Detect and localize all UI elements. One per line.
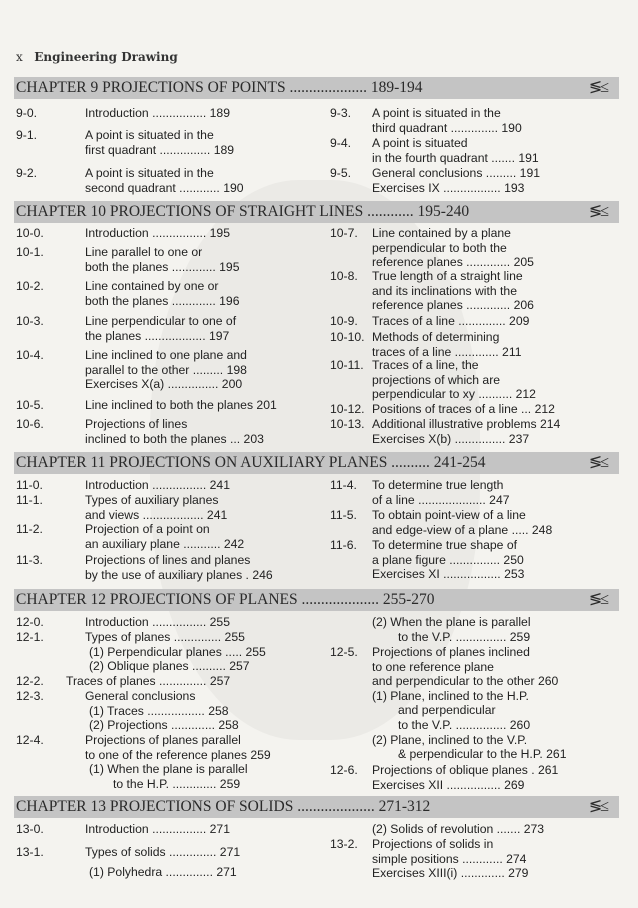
entry-line: and perpendicular to the other 260 <box>372 674 559 689</box>
entry-number: 10-11. <box>330 358 364 372</box>
entry-line: Projections of oblique planes . 261 <box>372 763 559 777</box>
chapter-13-title: CHAPTER 13 PROJECTIONS OF SOLIDS .................... 271-312 <box>16 798 431 815</box>
entry-line: Line inclined to one plane and <box>85 348 247 362</box>
chapter-12-band <box>14 589 619 611</box>
chapter-13-band <box>14 796 619 818</box>
entry-line: (1) Plane, inclined to the H.P. <box>372 688 529 703</box>
entry-number: 11-2. <box>16 522 43 536</box>
entry-line: Exercises XIII(i) ............. 279 <box>372 866 529 881</box>
entry-line: to the V.P. ............... 259 <box>398 629 531 644</box>
chapter-9-title: CHAPTER 9 PROJECTIONS OF POINTS .................... 189-194 <box>16 79 423 96</box>
entry-line: (1) Perpendicular planes ..... 255 <box>89 644 266 659</box>
entry-line: (2) When the plane is parallel <box>372 615 531 629</box>
entry-line: second quadrant ............ 190 <box>85 180 244 195</box>
entry-line: and its inclinations with the <box>372 283 517 298</box>
entry-number: 10-0. <box>16 226 44 240</box>
entry-line: of a line .................... 247 <box>372 492 510 507</box>
entry-number: 10-12. <box>330 402 365 416</box>
entry-number: 10-9. <box>330 314 358 328</box>
entry-line: Types of solids .............. 271 <box>85 845 241 859</box>
entry-line: (2) Projections ............. 258 <box>89 718 239 733</box>
entry-line: Exercises X(a) ............... 200 <box>85 377 243 392</box>
entry-number: 13-0. <box>16 822 44 836</box>
entry-line: (2) Solids of revolution ....... 273 <box>372 822 545 836</box>
entry-number: 12-2. <box>16 674 44 688</box>
entry-line: A point is situated in the <box>372 106 501 120</box>
entry-line: and edge-view of a plane ..... 248 <box>372 522 553 537</box>
entry-number: 12-6. <box>330 763 358 777</box>
entry-number: 12-5. <box>330 645 358 659</box>
entry-number: 10-3. <box>16 314 44 328</box>
arrow-icon: ≶≤ <box>588 454 607 471</box>
entry-line: Projection of a point on <box>85 522 210 536</box>
entry-line: Exercises IX ................. 193 <box>372 180 525 195</box>
chapter-9-band <box>14 77 619 99</box>
entry-line: Positions of traces of a line ... 212 <box>372 402 555 416</box>
entry-line: reference planes ............. 205 <box>372 255 534 270</box>
entry-line: Exercises XII ................ 269 <box>372 777 525 792</box>
entry-number: 12-3. <box>16 689 44 703</box>
entry-line: third quadrant .............. 190 <box>372 120 522 135</box>
entry-line: Types of planes .............. 255 <box>85 630 245 644</box>
entry-line: Introduction ................ 195 <box>85 226 230 240</box>
entry-line: Traces of planes .............. 257 <box>66 674 231 688</box>
entry-number: 12-4. <box>16 733 44 747</box>
entry-line: Introduction ................ 241 <box>85 478 230 492</box>
entry-line: (2) Oblique planes .......... 257 <box>89 659 250 674</box>
entry-line: Introduction ................ 271 <box>85 822 230 836</box>
entry-line: & perpendicular to the H.P. 261 <box>398 747 567 762</box>
entry-line: Line contained by one or <box>85 279 219 293</box>
entry-line: (1) When the plane is parallel <box>89 762 248 777</box>
entry-line: Projections of planes inclined <box>372 645 530 659</box>
entry-line: the planes .................. 197 <box>85 328 230 343</box>
entry-number: 9-0. <box>16 106 38 120</box>
entry-line: To determine true length <box>372 478 504 492</box>
entry-line: in the fourth quadrant ....... 191 <box>372 150 539 165</box>
arrow-icon: ≶≤ <box>588 591 607 608</box>
entry-line: General conclusions <box>85 689 196 703</box>
entry-line: Line perpendicular to one of <box>85 314 237 328</box>
entry-line: both the planes ............. 195 <box>85 259 240 274</box>
entry-number: 9-2. <box>16 166 38 180</box>
entry-line: Line parallel to one or <box>85 245 203 259</box>
entry-number: 10-7. <box>330 226 358 240</box>
entry-line: perpendicular to both the <box>372 240 507 255</box>
entry-number: 10-10. <box>330 330 365 344</box>
entry-line: inclined to both the planes ... 203 <box>85 431 264 446</box>
chapter-10-band <box>14 201 619 223</box>
entry-line: both the planes ............. 196 <box>85 293 240 308</box>
entry-number: 10-4. <box>16 348 44 362</box>
entry-line: a plane figure ............... 250 <box>372 552 524 567</box>
entry-number: 10-6. <box>16 417 44 431</box>
entry-line: Traces of a line, the <box>372 358 479 372</box>
entry-line: parallel to the other ......... 198 <box>85 362 247 377</box>
arrow-icon: ≶≤ <box>588 203 607 220</box>
entry-line: Projections of solids in <box>372 837 494 851</box>
chapter-11-title: CHAPTER 11 PROJECTIONS ON AUXILIARY PLANES .......... 241-254 <box>16 454 486 471</box>
arrow-icon: ≶≤ <box>588 798 607 815</box>
entry-line: Projections of planes parallel <box>85 733 241 747</box>
entry-line: To obtain point-view of a line <box>372 508 526 522</box>
entry-number: 12-0. <box>16 615 44 629</box>
entry-line: (1) Polyhedra .............. 271 <box>89 864 237 879</box>
entry-line: A point is situated in the <box>85 128 214 142</box>
entry-number: 10-5. <box>16 398 44 412</box>
entry-number: 11-3. <box>16 553 43 567</box>
entry-line: Types of auxiliary planes <box>85 493 219 507</box>
entry-number: 9-3. <box>330 106 352 120</box>
entry-line: Methods of determining <box>372 330 500 344</box>
entry-number: 10-13. <box>330 417 365 431</box>
entry-number: 11-0. <box>16 478 43 492</box>
entry-line: and views .................. 241 <box>85 507 228 522</box>
entry-number: 13-1. <box>16 845 44 859</box>
entry-line: To determine true shape of <box>372 538 517 552</box>
page-roman: x <box>16 50 23 64</box>
entry-number: 9-1. <box>16 128 38 142</box>
entry-line: to the H.P. ............. 259 <box>113 776 241 791</box>
entry-number: 11-6. <box>330 538 357 552</box>
entry-line: an auxiliary plane ........... 242 <box>85 536 245 551</box>
entry-line: Introduction ................ 189 <box>85 106 230 120</box>
entry-line: A point is situated <box>372 136 468 150</box>
arrow-icon: ≶≤ <box>588 79 607 96</box>
book-title: Engineering Drawing <box>34 50 178 64</box>
chapter-12-title: CHAPTER 12 PROJECTIONS OF PLANES .................... 255-270 <box>16 591 435 608</box>
entry-line: Exercises XI ................. 253 <box>372 567 525 582</box>
entry-line: Line contained by a plane <box>372 226 511 240</box>
chapter-11-band <box>14 452 619 474</box>
entry-line: projections of which are <box>372 372 501 387</box>
entry-line: Traces of a line .............. 209 <box>372 314 530 328</box>
entry-line: to one of the reference planes 259 <box>85 747 271 762</box>
entry-line: True length of a straight line <box>372 269 523 283</box>
entry-line: Line inclined to both the planes 201 <box>85 398 277 412</box>
entry-line: (1) Traces ................. 258 <box>89 703 229 718</box>
entry-line: Projections of lines <box>85 417 188 431</box>
entry-number: 9-5. <box>330 166 352 180</box>
entry-line: simple positions ............ 274 <box>372 851 527 866</box>
entry-number: 13-2. <box>330 837 358 851</box>
entry-line: by the use of auxiliary planes . 246 <box>85 567 273 582</box>
entry-number: 11-4. <box>330 478 357 492</box>
entry-number: 10-2. <box>16 279 44 293</box>
entry-line: traces of a line ............. 211 <box>372 344 522 359</box>
entry-line: Introduction ................ 255 <box>85 615 230 629</box>
running-header <box>16 50 178 64</box>
entry-line: first quadrant ............... 189 <box>85 142 235 157</box>
entry-number: 12-1. <box>16 630 44 644</box>
entry-line: perpendicular to xy .......... 212 <box>372 387 536 402</box>
entry-line: A point is situated in the <box>85 166 214 180</box>
chapter-10-title: CHAPTER 10 PROJECTIONS OF STRAIGHT LINES ............ 195-240 <box>16 203 470 220</box>
entry-line: and perpendicular <box>398 703 496 718</box>
entry-number: 10-1. <box>16 245 44 259</box>
entry-line: to one reference plane <box>372 659 494 674</box>
entry-number: 10-8. <box>330 269 358 283</box>
entry-number: 9-4. <box>330 136 352 150</box>
entry-line: to the V.P. ............... 260 <box>398 717 531 732</box>
entry-line: Additional illustrative problems 214 <box>372 417 561 431</box>
entry-line: General conclusions ......... 191 <box>372 166 541 180</box>
entry-line: (2) Plane, inclined to the V.P. <box>372 732 528 747</box>
entry-number: 11-1. <box>16 493 43 507</box>
entry-line: reference planes ............. 206 <box>372 298 534 313</box>
entry-line: Exercises X(b) ............... 237 <box>372 431 530 446</box>
entry-line: Projections of lines and planes <box>85 553 251 567</box>
entry-number: 11-5. <box>330 508 357 522</box>
